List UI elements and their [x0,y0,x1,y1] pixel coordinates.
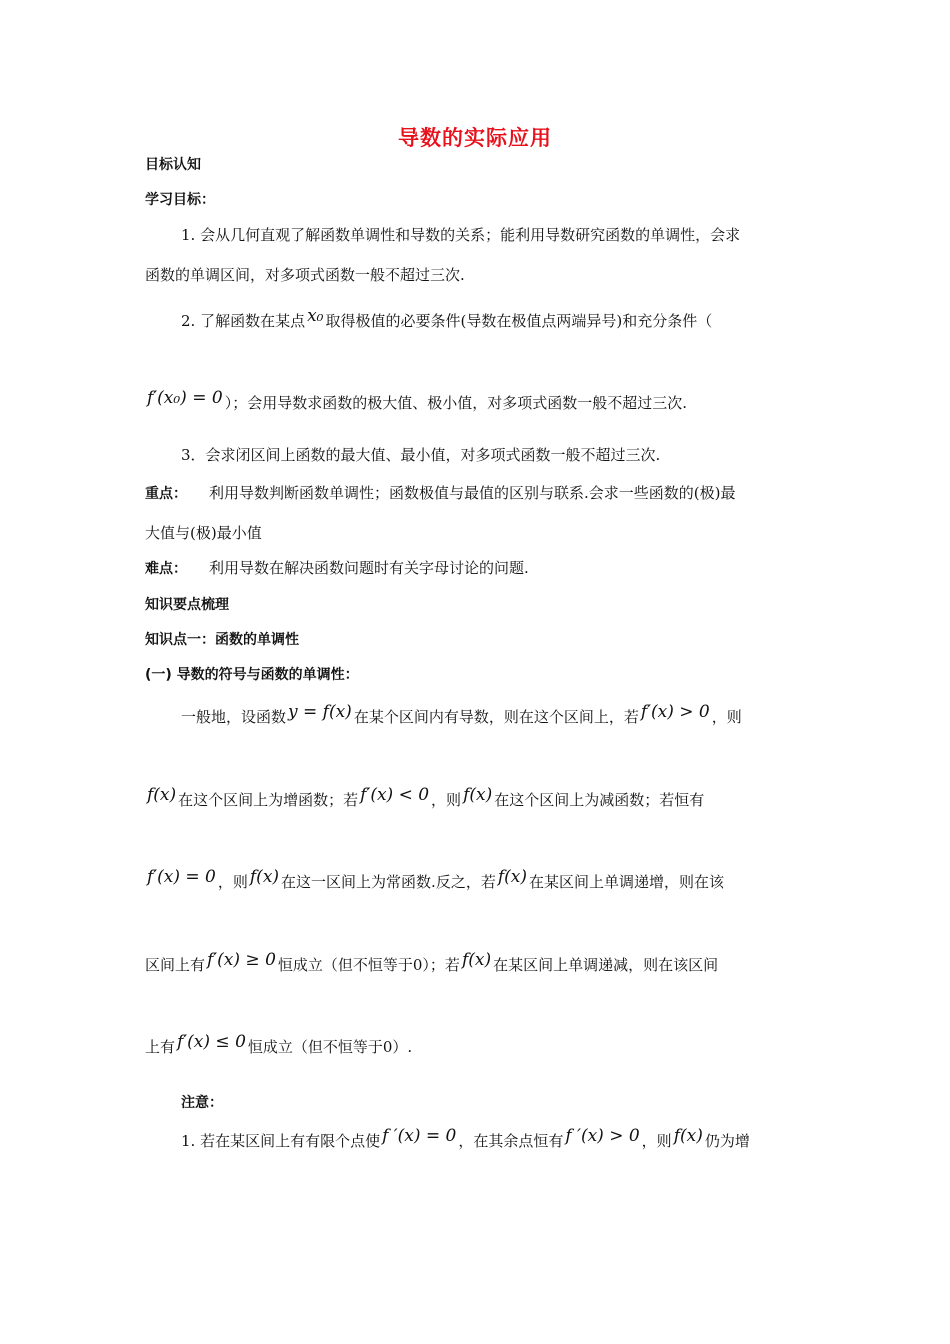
paragraph-line-2 [145,785,810,810]
goal-2-post: 取得极值的必要条件(导数在极值点两端异号)和充分条件（ [325,312,713,330]
text-run: ，则 [641,1132,672,1150]
math-expression: f′(x) ≥ 0 [207,950,276,970]
text-run: 区间上有 [145,956,206,974]
math-expression: f′(x) < 0 [360,785,430,805]
goal-1-line-2: 函数的单调区间，对多项式函数一般不超过三次. [145,266,465,284]
key-point-line-2: 大值与(极)最小值 [145,524,262,542]
math-expression: f(x) [673,1126,703,1146]
math-expression: f ′(x) > 0 [565,1126,640,1146]
goal-2-condition-math: f′(x₀) = 0 [147,388,223,408]
goal-1-line-1: 1. 会从几何直观了解函数单调性和导数的关系；能利用导数研究函数的单调性，会求 [181,226,741,244]
section-sub-1-heading: (一) 导数的符号与函数的单调性： [145,667,359,683]
text-run: ，在其余点恒有 [458,1132,564,1150]
difficulty-text: 利用导数在解决函数问题时有关字母讨论的问题. [209,559,529,577]
section-knowledge-heading: 知识要点梳理 [145,597,229,613]
text-run: 在某区间上单调递增，则在该 [528,873,724,891]
note-1-line [145,1126,846,1151]
text-run: 在某个区间内有导数，则在这个区间上，若 [353,708,639,726]
text-run: 在某区间上单调递减，则在该区间 [493,956,719,974]
paragraph-line-4 [145,950,810,975]
text-run: 恒成立（但不恒等于0）；若 [277,956,460,974]
math-expression: y = f(x) [288,702,352,722]
difficulty-line [145,557,810,578]
section-study-heading: 学习目标： [145,192,215,208]
math-expression: f′(x) = 0 [147,867,216,887]
goal-2-tail: ）；会用导数求函数的极大值、极小值，对多项式函数一般不超过三次. [224,394,687,412]
paragraph-line-1 [145,702,846,727]
math-expression: f(x) [147,785,177,805]
math-expression: f(x) [497,867,527,887]
document-title: 导数的实际应用 [398,126,552,150]
section-point-1-heading: 知识点一：函数的单调性 [145,632,299,648]
text-run: ，则 [217,873,248,891]
difficulty-label: 难点： [145,561,187,577]
math-expression: f(x) [461,950,492,970]
paragraph-line-5 [145,1032,810,1057]
goal-2-pre: 2. 了解函数在某点 [181,312,306,330]
goal-2-line-2 [145,388,810,413]
text-run: 在这个区间上为减函数；若恒有 [494,791,705,809]
math-expression: f′(x) ≤ 0 [177,1032,246,1052]
text-run: ，则 [431,791,462,809]
text-run: 在这一区间上为常函数.反之，若 [281,873,496,891]
text-run: 上有 [145,1038,176,1056]
goal-3: 3．会求闭区间上函数的最大值、最小值，对多项式函数一般不超过三次. [181,446,661,464]
goal-2-x0-math: x₀ [307,306,324,326]
text-run: 一般地，设函数 [181,708,287,726]
key-point-label: 重点： [145,486,187,502]
math-expression: f(x) [249,867,280,887]
key-point-line-1 [145,482,810,503]
text-run: ，则 [711,708,742,726]
note-heading: 注意： [181,1095,223,1111]
math-expression: f′(x) > 0 [640,702,710,722]
key-point-text: 利用导数判断函数单调性；函数极值与最值的区别与联系.会求一些函数的(极)最 [209,484,736,502]
section-goal-heading: 目标认知 [145,157,201,173]
math-expression: f(x) [463,785,493,805]
math-expression: f ′(x) = 0 [382,1126,457,1146]
text-run: 恒成立（但不恒等于0）. [247,1038,413,1056]
goal-2-line-1 [145,306,846,331]
paragraph-line-3 [145,867,810,892]
text-run: 1. 若在某区间上有有限个点使 [181,1132,381,1150]
text-run: 在这个区间上为增函数；若 [178,791,359,809]
text-run: 仍为增 [704,1132,750,1150]
